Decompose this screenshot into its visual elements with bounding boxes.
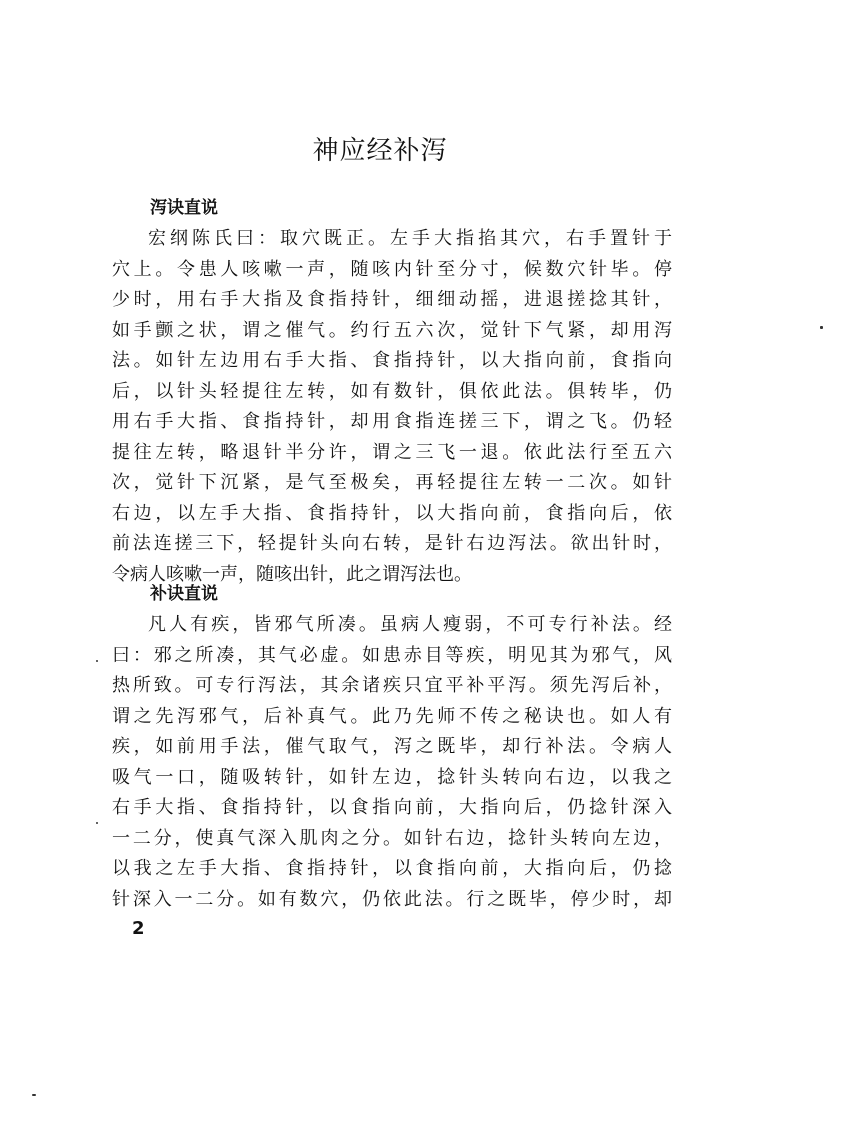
text-line: 热所致。可专行泻法，其余诸疾只宜平补平泻。须先泻后补， <box>112 675 672 696</box>
section-heading: 补诀直说 <box>150 584 218 604</box>
text-line: 右边，以左手大指、食指持针，以大指向前，食指向后，依 <box>112 502 672 524</box>
section-body <box>112 224 672 590</box>
section-heading: 泻诀直说 <box>150 198 218 218</box>
text-line: 吸气一口，随吸转针，如针左边，捻针头转向右边，以我之 <box>112 766 672 788</box>
section-xie-jue <box>112 192 672 590</box>
text-line: 提往左转，略退针半分许，谓之三飞一退。依此法行至五六 <box>112 441 672 463</box>
text-line: 后，以针头轻提往左转，如有数针，俱依此法。俱转毕，仍 <box>112 380 672 402</box>
text-line: 以我之左手大指、食指持针，以食指向前，大指向后，仍捻 <box>112 858 672 879</box>
text-line: 前法连搓三下，轻提针头向右转，是针右边泻法。欲出针时， <box>112 533 672 554</box>
page-number: 2 <box>132 918 145 939</box>
text-line: 针深入一二分。如有数穴，仍依此法。行之既毕，停少时，却 <box>112 888 672 910</box>
text-line: 次，觉针下沉紧，是气至极矣，再轻提往左转一二次。如针 <box>112 472 672 493</box>
scan-speck <box>96 660 98 662</box>
scan-speck <box>820 326 823 329</box>
text-line: 曰：邪之所凑，其气必虚。如患赤目等疾，明见其为邪气，风 <box>112 644 672 666</box>
text-line: 凡人有疾，皆邪气所凑。虽病人瘦弱，不可专行补法。经 <box>148 614 672 635</box>
text-line: 法。如针左边用右手大指、食指持针，以大指向前，食指向 <box>112 350 672 371</box>
text-line: 穴上。令患人咳嗽一声，随咳内针至分寸，候数穴针毕。停 <box>112 258 672 280</box>
scan-speck <box>32 1094 36 1096</box>
text-line: 如手颤之状，谓之催气。约行五六次，觉针下气紧，却用泻 <box>112 319 672 341</box>
section-body <box>112 610 672 915</box>
text-line: 少时，用右手大指及食指持针，细细动摇，进退搓捻其针， <box>112 289 672 310</box>
text-line: 令病人咳嗽一声，随咳出针，此之谓泻法也。 <box>112 563 472 585</box>
text-line: 用右手大指、食指持针，却用食指连搓三下，谓之飞。仍轻 <box>112 411 672 432</box>
text-line: 一二分，使真气深入肌肉之分。如针右边，捻针头转向左边， <box>112 827 672 849</box>
text-line: 疾，如前用手法，催气取气，泻之既毕，却行补法。令病人 <box>112 736 672 757</box>
text-line: 谓之先泻邪气，后补真气。此乃先师不传之秘诀也。如人有 <box>112 705 672 727</box>
section-bu-jue <box>112 578 672 915</box>
page-title: 神应经补泻 <box>312 136 448 166</box>
text-line: 宏纲陈氏曰：取穴既正。左手大指掐其穴，右手置针于 <box>148 228 672 249</box>
scan-speck <box>96 822 98 824</box>
text-line: 右手大指、食指持针，以食指向前，大指向后，仍捻针深入 <box>112 797 672 818</box>
